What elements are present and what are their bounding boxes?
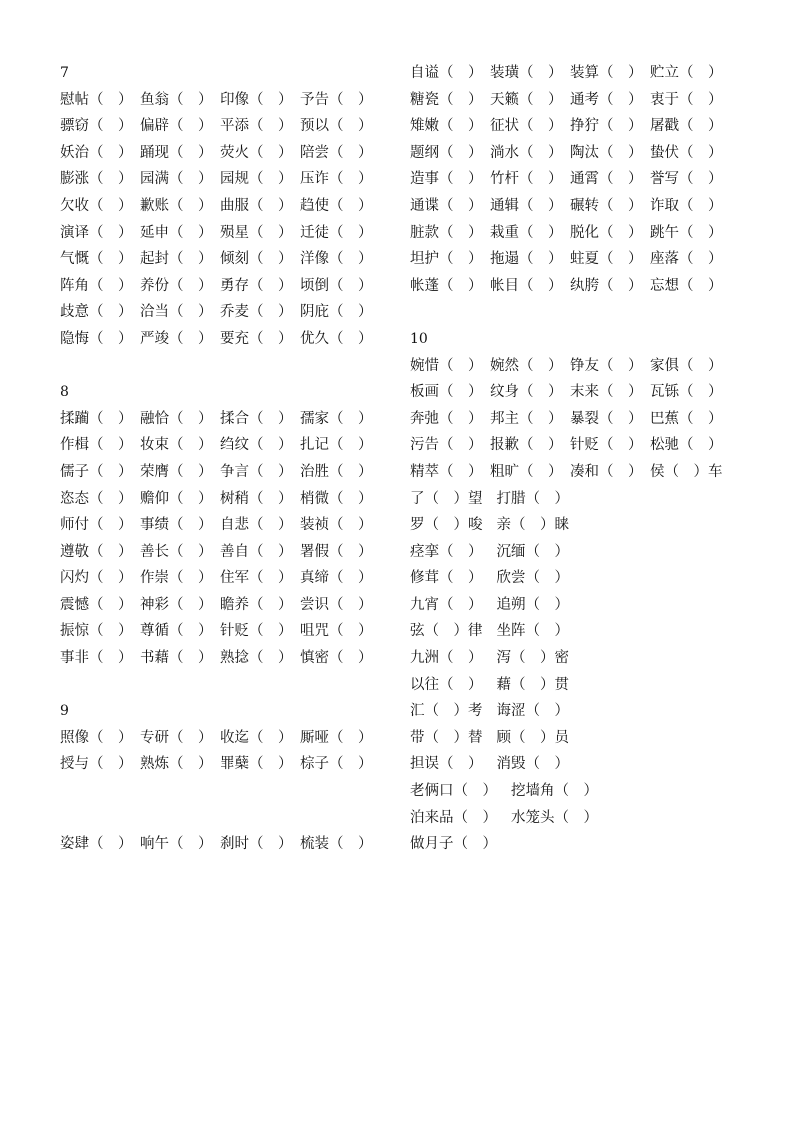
exercise-item: 瓦铄（ ） (650, 384, 723, 401)
exercise-item: 题纲（ ） (410, 144, 483, 161)
exercise-row (410, 220, 740, 247)
exercise-item: 阴庇（ ） (300, 304, 373, 321)
exercise-item: 儒子（ ） (60, 463, 133, 480)
spacer (60, 778, 390, 805)
exercise-item: 淌水（ ） (490, 144, 563, 161)
exercise-item: 担误（ ） (410, 756, 483, 773)
exercise-item: 歧意（ ） (60, 304, 133, 321)
exercise-item: 偏辟（ ） (140, 118, 213, 135)
exercise-item: 熟炼（ ） (140, 756, 213, 773)
exercise-item: 揉躏（ ） (60, 410, 133, 427)
exercise-row (410, 459, 740, 486)
exercise-row (410, 778, 740, 805)
exercise-item: 蛰伏（ ） (650, 144, 723, 161)
exercise-item: 咀咒（ ） (300, 623, 373, 640)
section-heading (60, 698, 390, 725)
exercise-row (410, 246, 740, 273)
exercise-item: 隐悔（ ） (60, 330, 133, 347)
exercise-item: 松驰（ ） (650, 437, 723, 454)
section-number: 10 (410, 330, 428, 347)
exercise-item: 专研（ ） (140, 729, 213, 746)
exercise-item: 带（ ）替 (410, 729, 483, 746)
exercise-item: 征状（ ） (490, 118, 563, 135)
exercise-item: 压诈（ ） (300, 171, 373, 188)
exercise-item: 绉纹（ ） (220, 437, 293, 454)
exercise-item: 倾刻（ ） (220, 251, 293, 268)
exercise-item: 振惊（ ） (60, 623, 133, 640)
exercise-row (60, 592, 390, 619)
exercise-item: 罪蘖（ ） (220, 756, 293, 773)
exercise-row (410, 725, 740, 752)
spacer (60, 672, 390, 699)
exercise-row (410, 406, 740, 433)
exercise-item: 真缔（ ） (300, 570, 373, 587)
exercise-item: 追朔（ ） (496, 596, 569, 613)
exercise-item: 书藉（ ） (140, 650, 213, 667)
exercise-row (60, 831, 390, 858)
exercise-item: 印像（ ） (220, 91, 293, 108)
exercise-item: 照像（ ） (60, 729, 133, 746)
exercise-row (410, 113, 740, 140)
exercise-item: 碾转（ ） (570, 197, 643, 214)
exercise-item: 造事（ ） (410, 171, 483, 188)
exercise-item: 报歉（ ） (490, 437, 563, 454)
exercise-item: 针贬（ ） (220, 623, 293, 640)
exercise-item: 污告（ ） (410, 437, 483, 454)
exercise-item: 弦（ ）律 (410, 623, 483, 640)
exercise-item: 自谥（ ） (410, 65, 483, 81)
exercise-item: 顷倒（ ） (300, 277, 373, 294)
exercise-item: 竹杆（ ） (490, 171, 563, 188)
exercise-row (60, 87, 390, 114)
exercise-item: 演译（ ） (60, 224, 133, 241)
exercise-item: 延申（ ） (140, 224, 213, 241)
exercise-row (60, 220, 390, 247)
exercise-item: 作崇（ ） (140, 570, 213, 587)
exercise-item: 尝识（ ） (300, 596, 373, 613)
exercise-item: 凑和（ ） (570, 463, 643, 480)
exercise-row (60, 406, 390, 433)
exercise-item: 老俩口（ ） (410, 783, 497, 800)
section-number: 7 (60, 65, 69, 81)
exercise-item: 收迄（ ） (220, 729, 293, 746)
exercise-item: 汇（ ）考 (410, 703, 483, 720)
exercise-row (410, 805, 740, 832)
exercise-item: 阵角（ ） (60, 277, 133, 294)
exercise-item: 住军（ ） (220, 570, 293, 587)
left-column (60, 60, 390, 858)
exercise-item: 树稍（ ） (220, 490, 293, 507)
exercise-item: 以往（ ） (410, 676, 483, 693)
exercise-item: 姿肆（ ） (60, 836, 133, 853)
exercise-item: 糖瓷（ ） (410, 91, 483, 108)
exercise-item: 园满（ ） (140, 171, 213, 188)
exercise-item: 气慨（ ） (60, 251, 133, 268)
exercise-item: 陶汰（ ） (570, 144, 643, 161)
exercise-row (410, 193, 740, 220)
exercise-item: 署假（ ） (300, 543, 373, 560)
exercise-item: 妖治（ ） (60, 144, 133, 161)
exercise-item: 挣狞（ ） (570, 118, 643, 135)
exercise-item: 恣态（ ） (60, 490, 133, 507)
exercise-item: 扎记（ ） (300, 437, 373, 454)
exercise-item: 天籁（ ） (490, 91, 563, 108)
exercise-item: 揉合（ ） (220, 410, 293, 427)
exercise-item: 歉账（ ） (140, 197, 213, 214)
exercise-item: 栽重（ ） (490, 224, 563, 241)
exercise-item: 铮友（ ） (570, 357, 643, 374)
exercise-item: 慰帖（ ） (60, 91, 133, 108)
exercise-item: 严竣（ ） (140, 330, 213, 347)
exercise-item: 陪尝（ ） (300, 144, 373, 161)
exercise-item: 通霄（ ） (570, 171, 643, 188)
exercise-item: 欠收（ ） (60, 197, 133, 214)
exercise-item: 跳午（ ） (650, 224, 723, 241)
exercise-item: 曲服（ ） (220, 197, 293, 214)
exercise-item: 脱化（ ） (570, 224, 643, 241)
exercise-item: 洋像（ ） (300, 251, 373, 268)
exercise-item: 九洲（ ） (410, 650, 483, 667)
exercise-item: 泻（ ）密 (496, 650, 569, 667)
exercise-row (410, 565, 740, 592)
exercise-item: 修茸（ ） (410, 570, 483, 587)
exercise-item: 贮立（ ） (650, 65, 723, 81)
exercise-item: 做月子（ ） (410, 836, 497, 853)
exercise-item: 授与（ ） (60, 756, 133, 773)
exercise-row (60, 751, 390, 778)
exercise-item: 座落（ ） (650, 251, 723, 268)
exercise-item: 予告（ ） (300, 91, 373, 108)
exercise-item: 亲（ ）睐 (496, 517, 569, 534)
exercise-item: 争言（ ） (220, 463, 293, 480)
exercise-item: 拖遢（ ） (490, 251, 563, 268)
exercise-item: 赡仰（ ） (140, 490, 213, 507)
exercise-row (60, 113, 390, 140)
exercise-item: 遵敬（ ） (60, 543, 133, 560)
spacer (60, 805, 390, 832)
exercise-item: 厮哑（ ） (300, 729, 373, 746)
exercise-item: 勇存（ ） (220, 277, 293, 294)
exercise-item: 融恰（ ） (140, 410, 213, 427)
exercise-item: 妆束（ ） (140, 437, 213, 454)
exercise-item: 骠窃（ ） (60, 118, 133, 135)
exercise-item: 消毁（ ） (496, 756, 569, 773)
exercise-row (410, 618, 740, 645)
exercise-item: 邦主（ ） (490, 410, 563, 427)
exercise-item: 趋使（ ） (300, 197, 373, 214)
exercise-item: 荣膺（ ） (140, 463, 213, 480)
exercise-item: 迁徒（ ） (300, 224, 373, 241)
exercise-item: 装璜（ ） (490, 65, 563, 81)
exercise-item: 针贬（ ） (570, 437, 643, 454)
section-heading (410, 326, 740, 353)
exercise-row (60, 193, 390, 220)
exercise-item: 瞻养（ ） (220, 596, 293, 613)
exercise-row (410, 140, 740, 167)
exercise-item: 闪灼（ ） (60, 570, 133, 587)
exercise-item: 雉嫩（ ） (410, 118, 483, 135)
exercise-item: 慎密（ ） (300, 650, 373, 667)
exercise-item: 帐蓬（ ） (410, 277, 483, 294)
exercise-item: 纹身（ ） (490, 384, 563, 401)
exercise-item: 洽当（ ） (140, 304, 213, 321)
exercise-item: 打腊（ ） (496, 490, 569, 507)
exercise-item: 装算（ ） (570, 65, 643, 81)
spacer (410, 299, 740, 326)
exercise-row (60, 246, 390, 273)
exercise-item: 九宵（ ） (410, 596, 483, 613)
exercise-item: 脏款（ ） (410, 224, 483, 241)
exercise-row (410, 672, 740, 699)
exercise-row (410, 486, 740, 513)
exercise-item: 帐目（ ） (490, 277, 563, 294)
exercise-item: 起封（ ） (140, 251, 213, 268)
exercise-row (60, 725, 390, 752)
exercise-item: 棕子（ ） (300, 756, 373, 773)
exercise-item: 坦护（ ） (410, 251, 483, 268)
exercise-row (410, 592, 740, 619)
exercise-row (410, 512, 740, 539)
exercise-row (410, 645, 740, 672)
exercise-item: 园规（ ） (220, 171, 293, 188)
exercise-item: 优久（ ） (300, 330, 373, 347)
exercise-item: 通辑（ ） (490, 197, 563, 214)
exercise-item: 水笼头（ ） (511, 809, 598, 826)
exercise-row (410, 166, 740, 193)
exercise-item: 善长（ ） (140, 543, 213, 560)
exercise-row (60, 299, 390, 326)
exercise-item: 婉然（ ） (490, 357, 563, 374)
exercise-item: 梳装（ ） (300, 836, 373, 853)
exercise-item: 挖墙角（ ） (511, 783, 598, 800)
exercise-row (60, 645, 390, 672)
exercise-item: 膨涨（ ） (60, 171, 133, 188)
exercise-item: 装祯（ ） (300, 517, 373, 534)
exercise-item: 衷于（ ） (650, 91, 723, 108)
exercise-row (410, 87, 740, 114)
exercise-row (410, 379, 740, 406)
exercise-item: 尊循（ ） (140, 623, 213, 640)
exercise-item: 蛀夏（ ） (570, 251, 643, 268)
exercise-row (60, 326, 390, 353)
exercise-item: 平添（ ） (220, 118, 293, 135)
exercise-item: 了（ ）望 (410, 490, 483, 507)
exercise-item: 欣尝（ ） (496, 570, 569, 587)
exercise-row (60, 539, 390, 566)
right-column (410, 60, 740, 858)
exercise-item: 作楫（ ） (60, 437, 133, 454)
exercise-item: 粗旷（ ） (490, 463, 563, 480)
exercise-item: 事绩（ ） (140, 517, 213, 534)
exercise-item: 藉（ ）贯 (496, 676, 569, 693)
exercise-item: 罗（ ）唆 (410, 517, 483, 534)
exercise-item: 暴裂（ ） (570, 410, 643, 427)
exercise-row (60, 432, 390, 459)
exercise-item: 乔麦（ ） (220, 304, 293, 321)
exercise-item: 板画（ ） (410, 384, 483, 401)
exercise-item: 泊来品（ ） (410, 809, 497, 826)
exercise-item: 善自（ ） (220, 543, 293, 560)
exercise-item: 末来（ ） (570, 384, 643, 401)
exercise-item: 事非（ ） (60, 650, 133, 667)
exercise-item: 坐阵（ ） (496, 623, 569, 640)
exercise-item: 刹时（ ） (220, 836, 293, 853)
exercise-item: 梢微（ ） (300, 490, 373, 507)
exercise-item: 荧火（ ） (220, 144, 293, 161)
exercise-item: 巴蕉（ ） (650, 410, 723, 427)
exercise-item: 纨胯（ ） (570, 277, 643, 294)
exercise-item: 治胜（ ） (300, 463, 373, 480)
exercise-row (410, 698, 740, 725)
exercise-row (60, 565, 390, 592)
exercise-row (410, 539, 740, 566)
exercise-row (60, 140, 390, 167)
section-number: 8 (60, 384, 69, 401)
exercise-item: 通谍（ ） (410, 197, 483, 214)
exercise-item: 忘想（ ） (650, 277, 723, 294)
exercise-item: 通考（ ） (570, 91, 643, 108)
exercise-row (60, 512, 390, 539)
section-heading (60, 379, 390, 406)
exercise-item: 震憾（ ） (60, 596, 133, 613)
exercise-row (410, 60, 740, 87)
exercise-item: 痉挛（ ） (410, 543, 483, 560)
exercise-item: 殒星（ ） (220, 224, 293, 241)
exercise-item: 养份（ ） (140, 277, 213, 294)
exercise-row (60, 459, 390, 486)
exercise-item: 踊现（ ） (140, 144, 213, 161)
exercise-item: 诈取（ ） (650, 197, 723, 214)
exercise-item: 要充（ ） (220, 330, 293, 347)
exercise-item: 孺家（ ） (300, 410, 373, 427)
exercise-item: 婉惜（ ） (410, 357, 483, 374)
spacer (60, 353, 390, 380)
exercise-row (410, 273, 740, 300)
exercise-item: 响午（ ） (140, 836, 213, 853)
exercise-item: 诲涩（ ） (496, 703, 569, 720)
exercise-item: 侯（ ）车 (650, 463, 723, 480)
exercise-item: 熟捻（ ） (220, 650, 293, 667)
section-heading (60, 60, 390, 87)
exercise-item: 沉缅（ ） (496, 543, 569, 560)
exercise-item: 精萃（ ） (410, 463, 483, 480)
exercise-item: 自悲（ ） (220, 517, 293, 534)
section-number: 9 (60, 703, 69, 720)
exercise-item: 师付（ ） (60, 517, 133, 534)
exercise-row (410, 353, 740, 380)
exercise-item: 奔弛（ ） (410, 410, 483, 427)
exercise-item: 屠戳（ ） (650, 118, 723, 135)
exercise-row (410, 751, 740, 778)
exercise-row (60, 273, 390, 300)
exercise-item: 鱼翁（ ） (140, 91, 213, 108)
exercise-row (60, 618, 390, 645)
exercise-row (410, 432, 740, 459)
exercise-item: 家俱（ ） (650, 357, 723, 374)
exercise-item: 顾（ ）员 (496, 729, 569, 746)
exercise-row (60, 166, 390, 193)
exercise-item: 誉写（ ） (650, 171, 723, 188)
exercise-item: 预以（ ） (300, 118, 373, 135)
exercise-row (60, 486, 390, 513)
exercise-item: 神彩（ ） (140, 596, 213, 613)
exercise-row (410, 831, 740, 858)
